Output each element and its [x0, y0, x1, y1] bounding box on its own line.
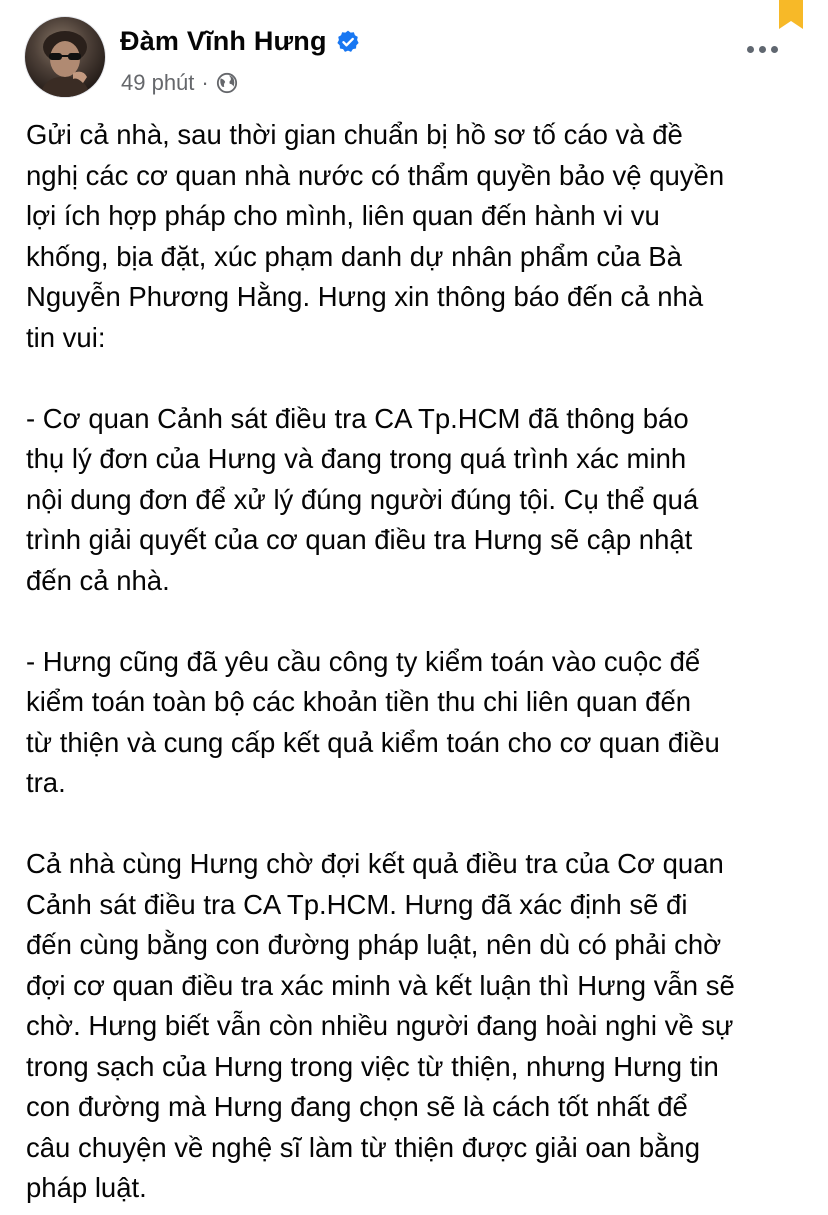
author-row: [120, 26, 361, 57]
author-name[interactable]: Đàm Vĩnh Hưng: [120, 26, 327, 56]
post-paragraph: - Hưng cũng đã yêu cầu công ty kiểm toán vào cuộc để kiểm toán toàn bộ các khoản tiền thu chi liên quan đến từ thiện và cung cấp kết quả kiểm toán cho cơ quan điều tra.: [26, 645, 720, 798]
post-paragraph: Gửi cả nhà, sau thời gian chuẩn bị hồ sơ tố cáo và đề nghị các cơ quan nhà nước có thẩm quyền bảo vệ quyền lợi ích hợp pháp cho mình, liên quan đến hành vi vu khống, bịa đặt, xúc phạm danh dự nhân phẩm của Bà Nguyễn Phương Hằng. Hưng xin thông báo đến cả nhà tin vui:: [26, 119, 725, 353]
post-paragraph: - Cơ quan Cảnh sát điều tra CA Tp.HCM đã thông báo thụ lý đơn của Hưng và đang trong quá trình xác minh nội dung đơn để xử lý đúng người đúng tội. Cụ thể quá trình giải quyết của cơ quan điều tra Hưng sẽ cập nhật đến cả nhà.: [26, 402, 699, 596]
post-body: [26, 115, 816, 1209]
post-header: [20, 12, 810, 102]
more-dot: [771, 46, 778, 53]
more-options-icon: [747, 46, 754, 53]
verified-badge-icon: [335, 29, 361, 55]
meta-separator: ·: [201, 70, 209, 95]
post-timestamp[interactable]: 49 phút: [121, 70, 195, 95]
post-paragraph: Cả nhà cùng Hưng chờ đợi kết quả điều tra của Cơ quan Cảnh sát điều tra CA Tp.HCM. Hưng đã xác định sẽ đi đến cùng bằng con đường pháp luật, nên dù có phải chờ đợi cơ quan điều tra xác minh và kết luận thì Hưng vẫn sẽ chờ. Hưng biết vẫn còn nhiều người đang hoài nghi về sự trong sạch của Hưng trong việc từ thiện, nhưng Hưng tin con đường mà Hưng đang chọn sẽ là cách tốt nhất để câu chuyện về nghệ sĩ làm từ thiện được giải oan bằng pháp luật.: [26, 848, 735, 1203]
more-dot: [759, 46, 766, 53]
post-meta: [121, 70, 238, 96]
bookmark-ribbon-icon[interactable]: [778, 0, 804, 30]
more-options-button[interactable]: [742, 34, 782, 64]
globe-icon[interactable]: [216, 72, 238, 94]
author-avatar[interactable]: [24, 16, 106, 98]
